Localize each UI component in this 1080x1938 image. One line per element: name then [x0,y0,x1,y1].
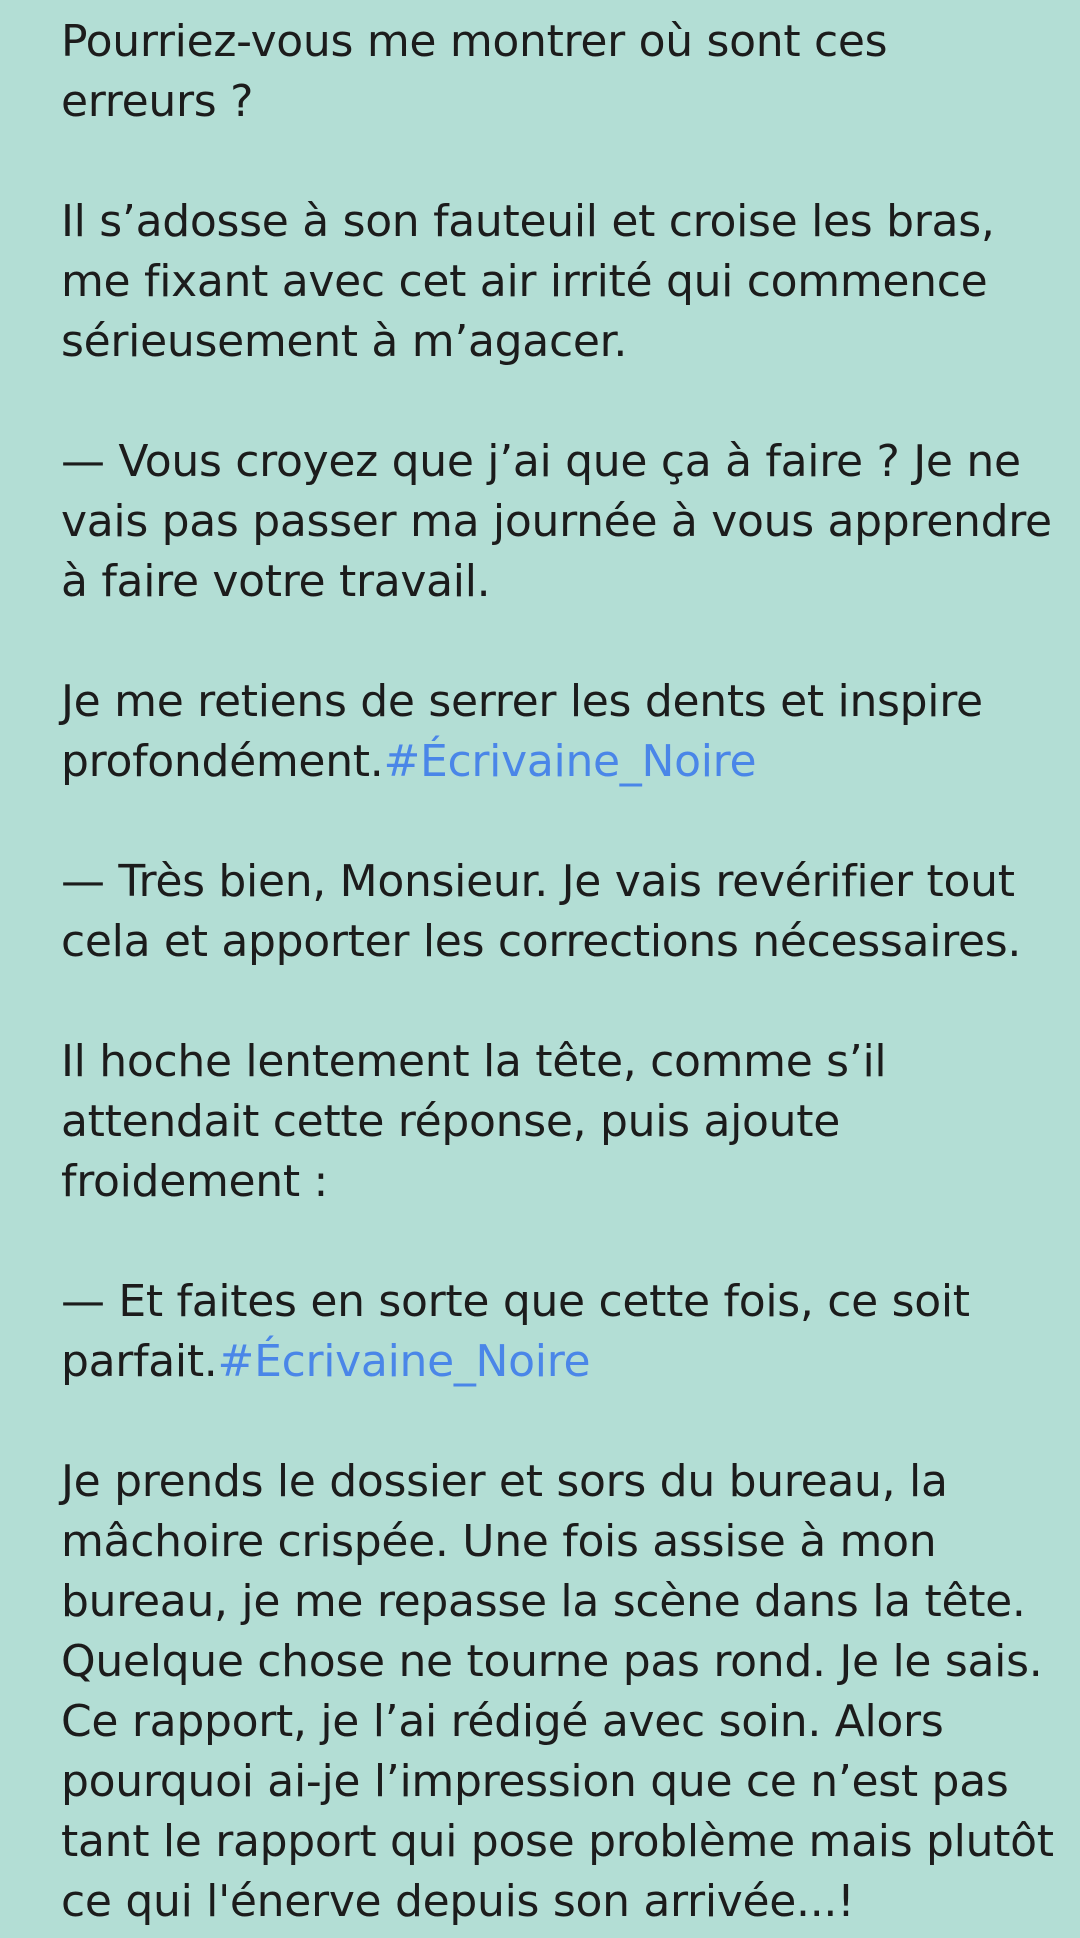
paragraph [61,672,1061,792]
paragraph [61,1032,1061,1212]
hashtag-link[interactable]: #Écrivaine_Noire [217,1336,591,1387]
paragraph [61,12,1061,132]
paragraph [61,1452,1061,1932]
paragraph [61,1272,1061,1392]
paragraph-text: Je prends le dossier et sors du bureau, la mâchoire crispée. Une fois assise à mon bureau, je me repasse la scène dans la tête. Quelque chose ne tourne pas rond. Je le sais. Ce rapport, je l’ai rédigé avec soin. Alors pourquoi ai-je l’impression que ce n’est pas tant le rapport qui pose problème mais plutôt ce qui l'énerve depuis son arrivée...! [61,1456,1054,1927]
paragraph-text: Il s’adosse à son fauteuil et croise les bras, me fixant avec cet air irrité qui commence sérieusement à m’agacer. [61,196,995,367]
paragraph-text: Je me retiens de serrer les dents et inspire profondément. [61,676,983,787]
paragraph [61,192,1061,372]
paragraph [61,852,1061,972]
post-body [61,12,1061,1932]
hashtag-link[interactable]: #Écrivaine_Noire [383,736,757,787]
paragraph-text: Il hoche lentement la tête, comme s’il attendait cette réponse, puis ajoute froidement : [61,1036,887,1207]
paragraph-text: — Et faites en sorte que cette fois, ce soit parfait. [61,1276,970,1387]
paragraph-text: — Très bien, Monsieur. Je vais revérifier tout cela et apporter les corrections nécessaires. [61,856,1022,967]
paragraph [61,432,1061,612]
paragraph-text: — Vous croyez que j’ai que ça à faire ? Je ne vais pas passer ma journée à vous apprendre à faire votre travail. [61,436,1052,607]
paragraph-text: Pourriez-vous me montrer où sont ces erreurs ? [61,16,888,127]
